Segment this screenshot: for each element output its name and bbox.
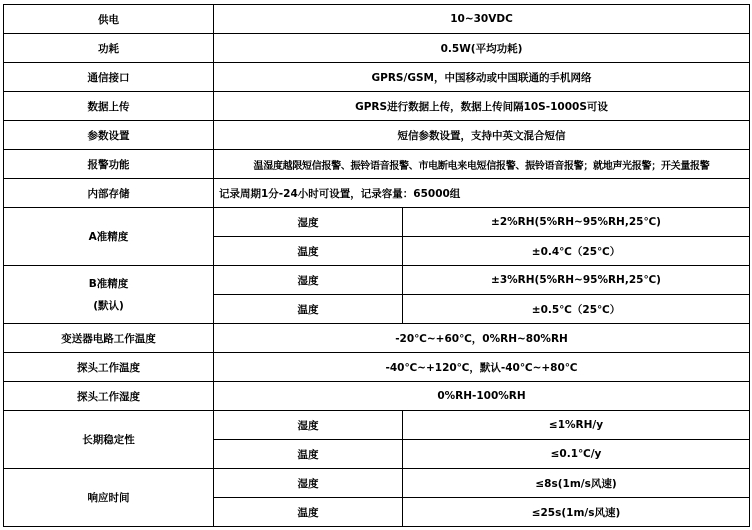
row-value: -20℃~+60℃，0%RH~80%RH	[214, 324, 750, 353]
row-label: 供电	[4, 5, 214, 34]
sub-label: 温度	[214, 498, 403, 527]
table-row	[4, 150, 750, 179]
group-label-line: (默认)	[93, 299, 124, 312]
row-label: 探头工作温度	[4, 353, 214, 382]
sub-value: ≤8s(1m/s风速)	[403, 469, 750, 498]
row-label: 探头工作湿度	[4, 382, 214, 411]
row-label: 参数设置	[4, 121, 214, 150]
table-row	[4, 469, 750, 498]
sub-label: 温度	[214, 440, 403, 469]
table-row	[4, 5, 750, 34]
table-row	[4, 324, 750, 353]
group-label: 响应时间	[4, 469, 214, 527]
row-label: 数据上传	[4, 92, 214, 121]
table-row	[4, 34, 750, 63]
table-row	[4, 179, 750, 208]
sub-value: ≤0.1℃/y	[403, 440, 750, 469]
sub-value: ±0.5℃（25℃）	[403, 295, 750, 324]
row-label: 内部存储	[4, 179, 214, 208]
group-label: A准精度	[4, 208, 214, 266]
spec-table	[3, 4, 750, 527]
row-value: 温湿度越限短信报警、振铃语音报警、市电断电来电短信报警、振铃语音报警；就地声光报警；开关量报警	[214, 150, 750, 179]
sub-value: ±3%RH(5%RH~95%RH,25℃)	[403, 266, 750, 295]
table-row	[4, 382, 750, 411]
table-row	[4, 208, 750, 237]
sub-value: ±2%RH(5%RH~95%RH,25℃)	[403, 208, 750, 237]
row-value: 记录周期1分-24小时可设置，记录容量：65000组	[214, 179, 750, 208]
table-row	[4, 121, 750, 150]
sub-label: 湿度	[214, 266, 403, 295]
row-value: 0.5W(平均功耗)	[214, 34, 750, 63]
row-value: -40℃~+120℃，默认-40℃~+80℃	[214, 353, 750, 382]
group-label: 长期稳定性	[4, 411, 214, 469]
table-row	[4, 92, 750, 121]
row-value: GPRS进行数据上传，数据上传间隔10S-1000S可设	[214, 92, 750, 121]
row-label: 通信接口	[4, 63, 214, 92]
sub-label: 湿度	[214, 208, 403, 237]
row-label: 变送器电路工作温度	[4, 324, 214, 353]
table-row	[4, 411, 750, 440]
table-row	[4, 63, 750, 92]
sub-value: ±0.4℃（25℃）	[403, 237, 750, 266]
group-label-line: B准精度	[88, 277, 129, 290]
row-value: 10~30VDC	[214, 5, 750, 34]
row-value: 短信参数设置，支持中英文混合短信	[214, 121, 750, 150]
sub-label: 湿度	[214, 411, 403, 440]
row-value: GPRS/GSM，中国移动或中国联通的手机网络	[214, 63, 750, 92]
sub-label: 温度	[214, 237, 403, 266]
sub-label: 湿度	[214, 469, 403, 498]
row-label: 功耗	[4, 34, 214, 63]
sub-value: ≤1%RH/y	[403, 411, 750, 440]
sub-label: 温度	[214, 295, 403, 324]
table-row	[4, 266, 750, 295]
sub-value: ≤25s(1m/s风速)	[403, 498, 750, 527]
group-label	[4, 266, 214, 324]
row-value: 0%RH-100%RH	[214, 382, 750, 411]
table-row	[4, 353, 750, 382]
row-label: 报警功能	[4, 150, 214, 179]
